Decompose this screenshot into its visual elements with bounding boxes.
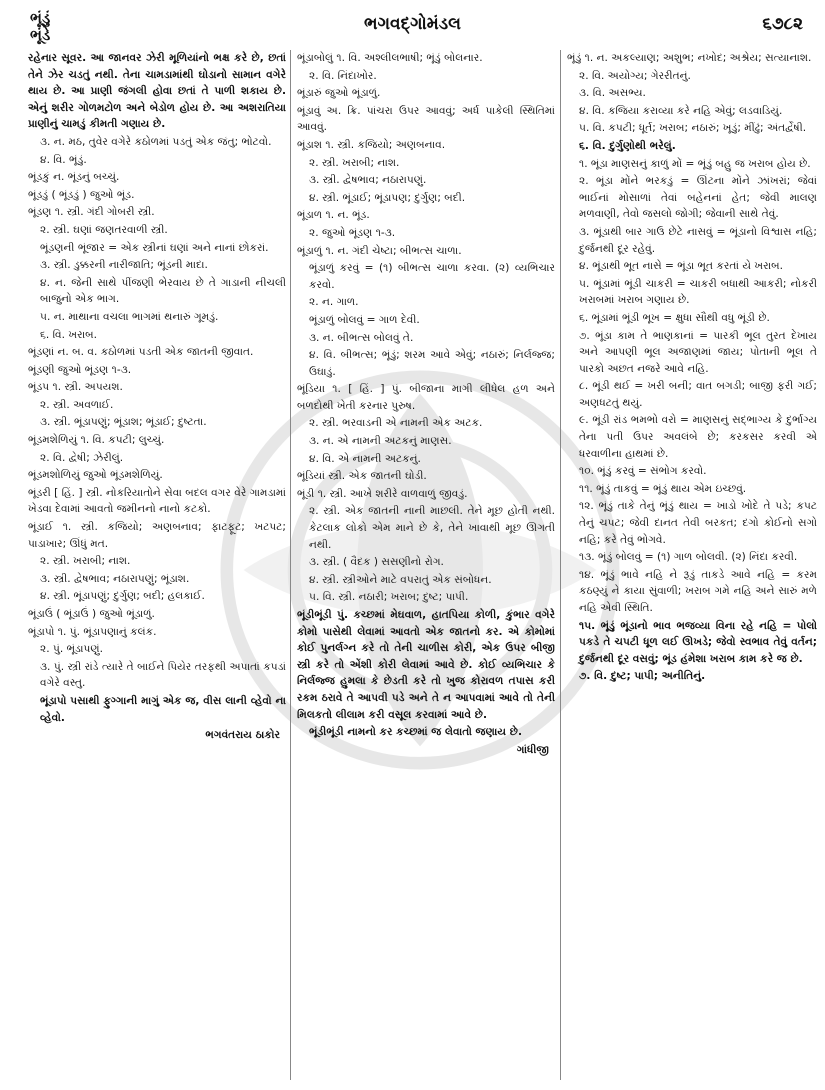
dictionary-entry: ભૂંડિયાં સ્ત્રી. એક જાતની ઘોડી. [297,470,427,483]
dictionary-entry: ૨. પું. ભૂંડાપણું. [40,643,103,656]
dictionary-entry: ૩. વિ. અસભ્ય. [579,87,646,100]
dictionary-entry: ભૂંડડું ( ભૂંડડું ) જુઓ ભૂંડ. [28,188,135,201]
dictionary-entry: ૬. વિ. દુર્ગુણોથી ભરેલું. [579,139,676,152]
guide-word-last: ભૂંડે [30,26,51,44]
dictionary-entry: ૫. વિ. કપટી; ધૂર્ત; ખરાબ; નઠારું; ખૂડું; મીંઢું; અંતર્દ્વેષી. [579,122,807,135]
dictionary-entry: ૬. ભૂંડામાં ભૂંડી ભૂખ = ક્ષુધા સૌથી વધુ ભૂંડી છે. [579,311,770,324]
dictionary-entry: ૨. ન. ગાળ. [309,296,359,309]
dictionary-entry: ૩. સ્ત્રી. ( વૈદક ) સસણીનો રોગ. [309,556,444,569]
dictionary-entry: ૨. સ્ત્રી. ખરાબી; નાશ. [309,156,400,169]
dictionary-entry: ૨. વિ. નિંદાખોર. [309,69,377,82]
dictionary-entry: ૬. વિ. ખરાબ. [40,328,98,341]
dictionary-entry: ભૂંડણની ભૂંજાર = એક સ્ત્રીનાં ઘણાં અને નાનાં છોકરાં. [40,241,269,254]
dictionary-entry: ૨. વિ. દ્વેષી; ઝેરીલું. [40,451,124,464]
dictionary-entry: ૪. ભૂંડાથી ભૂત નાસે = ભૂંડા ભૂત કરતાં યે ખરાબ. [579,260,784,273]
dictionary-entry: ભૂંડાળું ૧. ન. ગંદી ચેષ્ટા; બીભત્સ ચાળા. [297,244,462,257]
dictionary-entry: ભૂંડમશોળિયું જુઓ ભૂંડમશેળિયું. [28,469,163,482]
dictionary-entry: ૩. ન. બીભત્સ બોલવું તે. [309,331,414,344]
dictionary-entry: ૨. સ્ત્રી. ખરાબી; નાશ. [40,555,131,568]
column-3 [560,50,817,1080]
dictionary-entry: ૨. સ્ત્રી. ભરવાડની એ નામની એક અટક. [309,417,483,430]
dictionary-entry: ૩. સ્ત્રી. દ્વેષભાવ; નઠારાપણું. [309,174,427,187]
dictionary-entry: ૩. ન. મઠ, તુવેર વગેરે કઠોળમાં પડતું એક જંતુ; ભોટવો. [40,135,272,148]
dictionary-entry: ૩. સ્ત્રી. ભૂંડાપણું; ભૂંડાશ; ભૂંડાઈ; દુષ્ટતા. [40,416,207,429]
column-2 [290,50,555,1080]
dictionary-entry: ૩. ભૂંડાથી બાર ગાઉ છેટે નાસવું = ભૂંડાનો વિશ્વાસ નહિ; દુર્જનથી દૂર રહેવું. [579,225,817,255]
dictionary-entry: ભૂંડાપો ૧. પું. ભૂંડાપણાનું કલંક. [28,625,157,638]
dictionary-entry: ૫. ભૂંડામાં ભૂંડી ચાકરી = ચાકરી બધાથી આકરી; નોકરી ખરાબમાં ખરાબ ગણાય છે. [579,277,817,307]
dictionary-entry: ભૂંડણી જુઓ ભૂંડણ ૧-૩. [28,363,132,376]
dictionary-entry: ૧૦. ભૂંડું કરવું = સંભોગ કરવો. [579,465,707,478]
dictionary-entry: ભૂંડાઈ ૧. સ્ત્રી. કજિયો; અણબનાવ; ફાટફૂટ; ખટપટ; પાડાખાર; ઊંધું મત. [28,521,286,550]
dictionary-entry: ૨. ભૂંડા મોંને ભરકડું = ઊંટના મોંને ઝાંખરાં; જેવાં ભાઈનાં મોસાળાં તેવાં બહેનનાં હેત; જેવી માલણ મળવાણી, તેવો જસલો જોગી; જેવાની સાથે તેવું. [579,175,817,221]
dictionary-entry: ૧૧. ભૂંડું તાકવું = ભૂંડું થાય એમ ઇચ્છવું. [579,482,747,495]
dictionary-entry: ભૂંડણાં ન. બ. વ. કઠોળમાં પડતી એક જાતની જીવાત. [28,346,254,359]
dictionary-entry: ૩. પું. સ્ત્રી રાંડે ત્યારે તે બાઈને પિયેર તરફથી અપાતાં કપડાં વગેરે વસ્તુ. [40,660,286,690]
dictionary-entry: ૪. વિ. કજિયા કરાવ્યા કરે નહિ એવું; લડવાડિયું. [579,104,783,117]
dictionary-entry: ૯. ભૂંડી રાંડ ભમભો વરો = માણસનું સદ્ભાગ્ય કે દુર્ભાગ્ય તેના પતી ઉપર અવલંબે છે; કરકસર કરવી એ ધરવાળીના હાથમાં છે. [579,414,817,460]
quote-credit: ગાંધીજી [516,743,549,756]
dictionary-entry: ભૂંડીભૂંડી નામનો કર કચ્છમાં જ લેવાતો જણાય છે. [309,726,522,739]
dictionary-entry: ૨. સ્ત્રી. અવળાઈ. [40,398,114,411]
dictionary-entry: ૧૪. ભૂંડું ભાવે નહિ ને રૂડું તાકડે આવે નહિ = કરમ કઠણ્યું ને કાયા સુંવાળી; ખરાબ ગમે નહિ અને સારું મળે નહિ એવી સ્થિતિ. [579,568,817,614]
quote-credit: ભગવંતરાય ઠાકોર [205,729,280,742]
dictionary-entry: ભૂંડિયા ૧. [ હિં. ] પું. બીજાના માગી લીધેલ હળ અને બળદોથી ખેતી કરનાર પુરુષ. [297,383,555,412]
dictionary-entry: ૨. સ્ત્રી. ઘણાં જણતરવાળી સ્ત્રી. [40,223,168,236]
dictionary-entry: ભૂંડાળું બોલવું = ગાળ દેવી. [309,313,420,326]
dictionary-entry: ૫. ન. માથાના વચલા ભાગમાં થનારું ગૂમડું. [40,310,219,323]
dictionary-entry: ભૂંડાળ ૧. ન. ભૂંડ. [297,209,370,222]
dictionary-entry: ૩. સ્ત્રી. દ્વેષભાવ; નઠારાપણું; ભૂંડાશ. [40,572,190,585]
dictionary-entry: ૧૩. ભૂંડું બોલવું = (૧) ગાળ બોલવી. (૨) નિંદા કરવી. [579,551,798,564]
dictionary-title: ભગવદ્ગોમંડલ [364,14,461,34]
dictionary-entry: ભૂંડકું ન. ભૂંડનું બચ્ચું. [28,171,120,184]
dictionary-entry: ભૂંડાબોલું ૧. વિ. અશ્લીલભાષી; ભૂંડું બોલનાર. [297,52,483,64]
dictionary-entry: ૪. વિ. એ નામની અટકનું. [309,452,421,465]
page-header [0,4,825,48]
guide-word-first: ભૂંડું [30,9,51,27]
dictionary-entry: ૮. ભૂંડી થઈ = ખરી બની; વાત બગડી; બાજી ફરી ગઈ; અણધટતું થયું. [579,380,817,409]
dictionary-entry: ભૂંડાળું કરવું = (૧) બીભત્સ ચાળા કરવા. (૨) વ્યભિચાર કરવો. [309,262,555,291]
dictionary-entry: ૪. સ્ત્રી. સ્ત્રીઓને માટે વપરાતું એક સંબોધન. [309,573,492,586]
dictionary-entry: ૪. વિ. ભૂંડું. [40,153,87,166]
dictionary-entry: ૫. વિ. સ્ત્રી. નઠારી; ખરાબ; દુષ્ટ; પાપી. [309,591,469,604]
page-number: ૬૭૮૨ [762,14,803,34]
dictionary-entry: ૭. ભૂંડા કામ તે ભાણકાનાં = પારકી ભૂલ તુરત દેખાય અને આપણી ભૂલ અજાણમાં જાય; પોતાની ભૂલ તે પારકો અછત નજરે આવે નહિ. [579,329,817,375]
dictionary-entry: ૪. ન. જેની સાથે પીંજણી ભેરવાય છે તે ગાડાની નીચલી બાજુનો એક ભાગ. [40,276,286,306]
dictionary-entry: ભૂંડાવું અ. ક્રિ. પાંચરા ઉપર આવવું; અર્ધ પાકેલી સ્થિતિમાં આવવું. [297,104,555,134]
dictionary-entry: રહેનાર સૂવર. આ જાનવર ઝેરી મૂળિયાંનો ભક્ષ કરે છે, છતાં તેને ઝેર ચડતું નથી. તેના ચામડામાંથી ઘોડાનો સામાન વગેરે થાય છે. આ પ્રાણી જંગલી હોવા છતાં તે પાળી શકાય છે. એનું શરીર ગોળમટોળ અને બેડોળ હોય છે. આ અશરાતિયા પ્રાણીનું ચામડું કીમતી ગણાય છે. [28,52,286,131]
dictionary-entry: ભૂંડારું જુઓ ભૂંડાળું. [297,87,381,100]
dictionary-entry: ૨. જુઓ ભૂંડણ ૧-૩. [309,226,396,239]
dictionary-entry: ભૂંડાશ ૧. સ્ત્રી. કજિયો; અણબનાવ. [297,138,446,151]
dictionary-entry: ભૂંડપ ૧. સ્ત્રી. અપયશ. [28,381,123,394]
dictionary-entry: ભૂંડીભૂંડી પું. કચ્છમાં મેઘવાળ, હાતપિયા કોળી, કુંભાર વગેરે કોમો પાસેથી લેવામાં આવતો એક જાતનો કર. એ કોમોમાં કોઈ પુનર્લગ્ન કરે તો તેની ચાળીસ કોરી, એક ઉપર બીજી સ્ત્રી કરે તો એંશી કોરી લેવામાં આવે છે. કોઈ વ્યભિચાર કે નિર્લજ્જ હુમલા કે છેડતી કરે તો ખુજ કોરાવળ તપાસ કરી રકમ ઠરાવે તે આપવી પડે અને તે ન આપવામાં આવે તો તેની મિલકતો લીલામ કરી વસૂલ કરવામાં આવે છે. [297,609,555,721]
dictionary-entry: ૨. સ્ત્રી. એક જાતની નાની માછલી. તેને મૂછ હોતી નથી. કેટલાક લોકો એમ માને છે કે, તેને ખાવાથી મૂછ ઊગતી નથી. [309,505,555,551]
dictionary-entry: ૨. વિ. અયોગ્ય; ગેરરીતનું. [579,69,691,82]
dictionary-entry: ભૂંડાપો પસાથી ફુગ્ગાની માગું એક જ, વીસ લાની વ્હેવો ના વ્હેવો. [40,694,286,724]
dictionary-entry: ભૂંડાઉં ( ભૂંડાઉં ) જુઓ ભૂંડાળું. [28,608,155,620]
dictionary-entry: ૪. વિ. બીભત્સ; ભૂંડું; શરમ આવે એવું; નઠારું; નિર્લજ્જ; ઉઘાડું. [309,349,555,378]
dictionary-entry: ભૂંડરી [ હિં. ] સ્ત્રી. નોકરિયાતોને સેવા બદલ વગર વેરે ગામડામાં ખેડવા દેવામાં આવતો જમીનનો નાનો કટકો. [28,486,286,516]
dictionary-entry: ૪. સ્ત્રી. ભૂંડાપણું; દુર્ગુણ; બદી; હલકાઈ. [40,590,205,603]
dictionary-entry: ૩. સ્ત્રી. ડુક્કરની નારીજાતિ; ભૂંડની માદા. [40,259,208,272]
dictionary-entry: ભૂંડમશેળિયું ૧. વિ. કપટી; લુચ્ચું. [28,434,165,447]
dictionary-entry: ભૂંડું ૧. ન. અકલ્યાણ; અશુભ; નખોદ; અશ્રેય; સત્યાનાશ. [567,52,812,64]
column-1 [28,50,286,1080]
dictionary-entry: ૪. સ્ત્રી. ભૂંડાઈ; ભૂંડાપણ; દુર્ગુણ; બદી. [309,191,466,204]
dictionary-entry: ૧૨. ભૂંડું તાકે તેનું ભૂંડું થાય = ખાડો ખોદે તે પડે; કપટ તેનું ચપટ; જેવી દાનત તેવી બરકત; દગો કોઈનો સગો નહિ; કરે તેવું ભોગવે. [579,500,817,546]
dictionary-entry: ૩. ન. એ નામની અટકનું માણસ. [309,435,452,448]
dictionary-entry: ૧૫. ભૂંડું ભૂંડાનો ભાવ ભજવ્યા વિના રહે નહિ = પોલો પકડે તે ચપટી ધૂળ લઈ ઊખડે; જેવો સ્વભાવ તેવું વર્તન; દુર્જનથી દૂર વસવું; ભૂંડ હંમેશા ખરાબ કામ કરે જ છે. [579,619,817,665]
dictionary-entry: ૭. વિ. દુષ્ટ; પાપી; અનીતિનું. [579,670,706,683]
dictionary-entry: ભૂંડી ૧. સ્ત્રી. આખે શરીરે વાળવાળું જીવડું. [297,487,468,500]
dictionary-entry: ભૂંડણ ૧. સ્ત્રી. ગંદી ગોબરી સ્ત્રી. [28,206,155,219]
dictionary-entry: ૧. ભૂંડા માણસનું કાળું મોં = ભૂંડું બહુ જ ખરાબ હોય છે. [579,157,811,170]
